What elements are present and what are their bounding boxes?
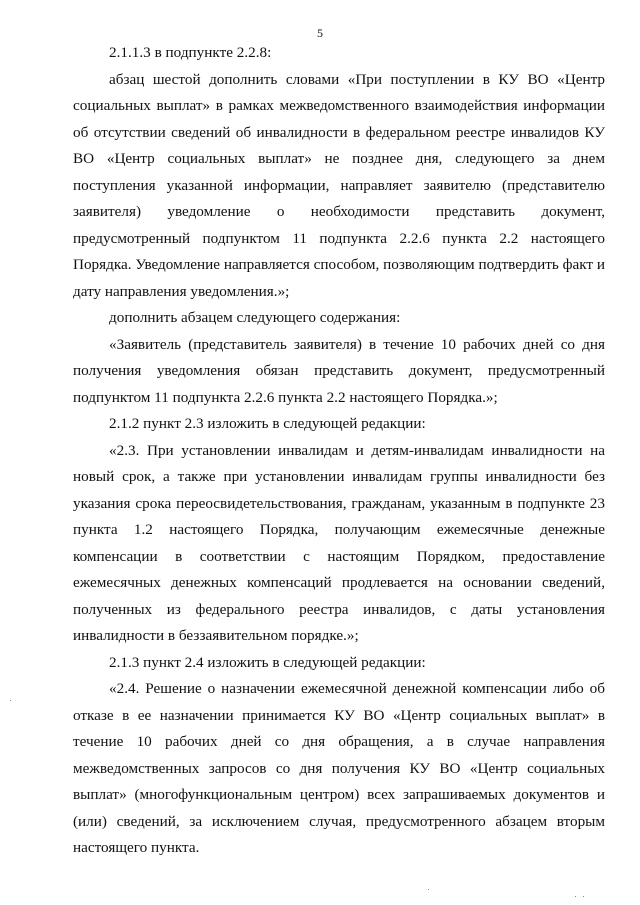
- paragraph-new-point-2-3: «2.3. При установлении инвалидам и детям-инвалидам инвалидности на новый срок, а также при установлении инвалидам группы инвалидности без указания срока переосвидетельствования, гражданам, указанным в подпункте 23 пункта 1.2 настоящего Порядка, получающим ежемесячные денежные компенсации в соответствии с настоящим Порядком, предоставление ежемесячных денежных компенсаций продлевается на основании сведений, полученных из федерального реестра инвалидов, с даты установления инвалидности в беззаявительном порядке.»;: [73, 441, 605, 644]
- document-body: [73, 40, 605, 862]
- paragraph-new-abzac-text: «Заявитель (представитель заявителя) в течение 10 рабочих дней со дня получения уведомления обязан представить документ, предусмотренный подпунктом 11 подпункта 2.2.6 пункта 2.2 настоящего Порядка.»;: [73, 335, 605, 406]
- page-number: 5: [317, 26, 323, 40]
- paragraph-item-2-1-3: 2.1.3 пункт 2.4 изложить в следующей редакции:: [109, 653, 426, 671]
- paragraph-add-abzac: дополнить абзацем следующего содержания:: [109, 309, 401, 326]
- scan-speck: [10, 700, 11, 701]
- scan-speck: [575, 896, 576, 897]
- paragraph-item-2-1-2: 2.1.2 пункт 2.3 изложить в следующей редакции:: [109, 415, 426, 432]
- scan-speck: [428, 889, 429, 890]
- paragraph-new-point-2-4: «2.4. Решение о назначении ежемесячной денежной компенсации либо об отказе в ее назначении принимается КУ ВО «Центр социальных выплат» в течение 10 рабочих дней со дня обращения, а в случае направления межведомственных запросов со дня получения КУ ВО «Центр социальных выплат» (многофункциональным центром) всех запрашиваемых документов и (или) сведений, за исключением случая, предусмотренного абзацем вторым настоящего пункта.: [73, 680, 605, 856]
- scan-speck: [583, 896, 584, 897]
- paragraph-subitem-2-1-1-3: 2.1.1.3 в подпункте 2.2.8:: [109, 44, 272, 61]
- paragraph-amendment-abzac-6: абзац шестой дополнить словами «При поступлении в КУ ВО «Центр социальных выплат» в рамках межведомственного взаимодействия информации об отсутствии сведений об инвалидности в федеральном реестре инвалидов КУ ВО «Центр социальных выплат» не позднее дня, следующего за днем поступления указанной информации, направляет заявителю (представителю заявителя) уведомление о необходимости представить документ, предусмотренный подпунктом 11 подпункта 2.2.6 пункта 2.2 настоящего Порядка. Уведомление направляется способом, позволяющим подтвердить факт и дату направления уведомления.»;: [73, 70, 605, 300]
